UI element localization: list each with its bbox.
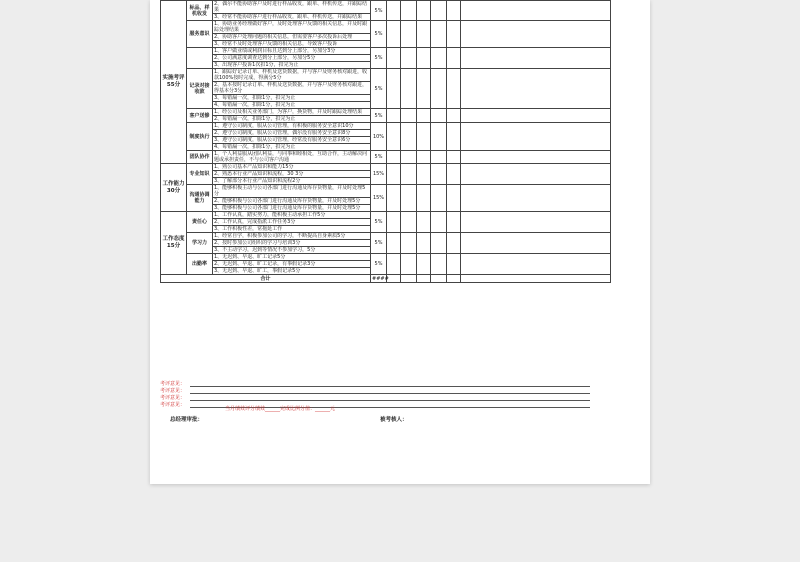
weight-cell: 10% xyxy=(371,123,387,151)
criterion-cell: 4、每错漏一次，扣除1分，扣完为止 xyxy=(213,144,371,151)
criterion-cell: 1、经公司及相关业务部门，为客户，换货物，并及时跟踪处理结果 xyxy=(213,109,371,116)
score-cell[interactable] xyxy=(431,185,447,212)
score-cell[interactable] xyxy=(431,212,447,233)
total-value-cell: #### xyxy=(372,275,389,282)
score-cell[interactable] xyxy=(417,123,431,151)
score-cell[interactable] xyxy=(387,151,401,164)
score-cell[interactable] xyxy=(387,254,401,275)
criterion-cell: 2、无迟到、早退、旷工记录，有事假记录3分 xyxy=(213,261,371,268)
criterion-cell: 2、每错漏一次，扣除1分，扣完为止 xyxy=(213,116,371,123)
criterion-cell: 1、熟公司基本产品知识和能力15分 xyxy=(213,164,371,171)
score-cell[interactable] xyxy=(417,212,431,233)
score-cell[interactable] xyxy=(401,123,417,151)
score-cell[interactable] xyxy=(417,21,431,48)
criterion-cell: 4、每错漏一次，扣除1分，扣完为止 xyxy=(213,102,371,109)
opinion-label: 考评意见： xyxy=(160,381,186,387)
table-row xyxy=(161,164,611,171)
criterion-cell: 3、出现客户投诉1次扣1分，扣完为止 xyxy=(213,62,371,69)
score-cell[interactable] xyxy=(387,233,401,254)
criterion-cell: 2、偶尔不能协助客户及时进行样品收发，跟单、样机传送，并跟踪结果 xyxy=(213,1,371,14)
criterion-cell: 2、熟悉本行业产品知识和流程，30 3分 xyxy=(213,171,371,178)
remarks-cell[interactable] xyxy=(461,48,611,69)
criterion-cell: 3、能够积极与公司各部门进行沟通及库存货物量，并及时处理5分 xyxy=(213,205,371,212)
score-cell[interactable] xyxy=(387,164,401,185)
remarks-cell[interactable] xyxy=(461,123,611,151)
score-cell[interactable] xyxy=(387,21,401,48)
remarks-cell[interactable] xyxy=(461,185,611,212)
score-cell[interactable] xyxy=(401,233,417,254)
score-cell[interactable] xyxy=(401,69,417,109)
remarks-cell[interactable] xyxy=(461,212,611,233)
score-cell[interactable] xyxy=(431,233,447,254)
remarks-cell[interactable] xyxy=(461,21,611,48)
score-cell[interactable] xyxy=(387,123,401,151)
table-row xyxy=(161,48,611,55)
score-cell[interactable] xyxy=(401,48,417,69)
score-cell[interactable] xyxy=(431,1,447,21)
category-cell: 工作能力30分 xyxy=(161,164,187,212)
score-cell[interactable] xyxy=(447,21,461,48)
score-cell[interactable] xyxy=(431,164,447,185)
table-row xyxy=(161,233,611,240)
score-cell[interactable] xyxy=(387,185,401,212)
score-cell[interactable] xyxy=(401,151,417,164)
score-cell[interactable] xyxy=(417,233,431,254)
criterion-cell: 1、无迟到、早退、旷工记录5分 xyxy=(213,254,371,261)
score-cell[interactable] xyxy=(417,48,431,69)
category-cell: 实施考评55分 xyxy=(161,1,187,164)
score-cell[interactable] xyxy=(387,1,401,21)
score-cell[interactable] xyxy=(447,233,461,254)
remarks-cell[interactable] xyxy=(461,164,611,185)
score-cell[interactable] xyxy=(401,21,417,48)
total-score-cell[interactable] xyxy=(461,275,611,283)
score-cell[interactable] xyxy=(447,212,461,233)
criterion-cell: 1、工作认真，踏实努力，能积极主动承担工作5分 xyxy=(213,212,371,219)
remarks-cell[interactable] xyxy=(461,109,611,123)
score-cell[interactable] xyxy=(417,109,431,123)
score-cell[interactable] xyxy=(401,185,417,212)
employee-signature-label: 被考核人： xyxy=(380,417,408,423)
score-cell[interactable] xyxy=(431,123,447,151)
criterion-cell: 3、工作积极性差，常拖延工作 xyxy=(213,226,371,233)
subcategory-cell: 沟通协调能力 xyxy=(187,185,213,212)
criterion-cell: 3、不主动学习，迟到等情况不参加学习，5分 xyxy=(213,247,371,254)
criterion-cell: 1、经常自学，积极参加公司的学习，不断提高自身素质5分 xyxy=(213,233,371,240)
table-row xyxy=(161,151,611,164)
weight-cell: 15% xyxy=(371,185,387,212)
subcategory-cell: 学习力 xyxy=(187,233,213,254)
score-cell[interactable] xyxy=(401,254,417,275)
score-cell[interactable] xyxy=(387,48,401,69)
weight-cell: 5% xyxy=(371,48,387,69)
total-row xyxy=(161,275,611,283)
remarks-cell[interactable] xyxy=(461,151,611,164)
score-cell[interactable] xyxy=(431,109,447,123)
criterion-cell: 2、按时参加公司组织的学习与培训3分 xyxy=(213,240,371,247)
criterion-cell: 1、能够积极主动与公司各部门进行沟通及库存货物量，并及时处理5分 xyxy=(213,185,371,198)
subcategory-cell: 团队协作 xyxy=(187,151,213,164)
weight-cell: 5% xyxy=(371,233,387,254)
criterion-cell: 2、遵守公司制度，服从公司管理，偶尔没有服务安全意识8分 xyxy=(213,130,371,137)
total-score-cell[interactable] xyxy=(401,275,417,283)
subcategory-cell: 责任心 xyxy=(187,212,213,233)
score-cell[interactable] xyxy=(431,151,447,164)
score-cell[interactable] xyxy=(447,1,461,21)
weight-cell: 5% xyxy=(371,254,387,275)
weight-cell: 5% xyxy=(371,69,387,109)
criterion-cell: 3、每错漏一次，扣除1分，扣完为止 xyxy=(213,95,371,102)
table-row xyxy=(161,254,611,261)
subcategory-cell: 客户送修 xyxy=(187,109,213,123)
score-cell[interactable] xyxy=(417,185,431,212)
opinions-block xyxy=(160,380,590,408)
weight-cell: 5% xyxy=(371,151,387,164)
criterion-cell: 1、协助业务经理做好客户，及时处理客户反馈的相关信息，并及时跟踪处理结果 xyxy=(213,21,371,34)
opinion-label: 考评意见： xyxy=(160,388,186,394)
total-score-cell[interactable] xyxy=(431,275,447,283)
criterion-cell: 2、工作认真，完成指派工作任务3分 xyxy=(213,219,371,226)
criterion-cell: 2、基本按时记录订单、样机及送货数据，并与客户及财务核对跟进，得基本分3分 xyxy=(213,82,371,95)
document-page xyxy=(150,0,650,484)
score-cell[interactable] xyxy=(401,212,417,233)
table-row xyxy=(161,69,611,82)
criterion-cell: 3、经常不能协助客户进行样品收发，跟单、样机传送，并跟踪结果 xyxy=(213,14,371,21)
score-cell[interactable] xyxy=(387,212,401,233)
criterion-cell: 1、客户做业绩或利润目标且达到分上部分，另加分3分 xyxy=(213,48,371,55)
score-cell[interactable] xyxy=(387,109,401,123)
score-cell[interactable] xyxy=(401,109,417,123)
subcategory-cell: 制度执行 xyxy=(187,123,213,151)
score-cell[interactable] xyxy=(417,254,431,275)
score-cell[interactable] xyxy=(447,48,461,69)
weight-cell: 15% xyxy=(371,164,387,185)
score-cell[interactable] xyxy=(447,123,461,151)
score-cell[interactable] xyxy=(447,151,461,164)
criterion-cell: 3、了解部分本行业产品知识和流程2分 xyxy=(213,178,371,185)
table-row xyxy=(161,212,611,219)
approver-signature-label: 总经理审批： xyxy=(170,417,204,423)
opinion-row xyxy=(160,394,590,401)
criterion-cell: 2、能够积极与公司各部门进行沟通及库存货物量，并及时处理5分 xyxy=(213,198,371,205)
score-cell[interactable] xyxy=(417,151,431,164)
opinion-label: 考评意见： xyxy=(160,395,186,401)
score-cell[interactable] xyxy=(447,185,461,212)
criterion-cell: 1、个人利益服从团队利益，与同事和睦相处，互助合作，主动解决问题或承担责任，不与公司客户沟通 xyxy=(213,151,371,164)
criterion-cell: 1、跟踪好记录订单、样机及送货数据，并与客户及财务核对跟进，收款100%按时完成，得满分5分 xyxy=(213,69,371,82)
total-score-cell[interactable] xyxy=(417,275,431,283)
weight-cell: 5% xyxy=(371,21,387,48)
remarks-cell[interactable] xyxy=(461,1,611,21)
total-score-cell[interactable] xyxy=(447,275,461,283)
subcategory-cell: 服务意识 xyxy=(187,21,213,48)
score-cell[interactable] xyxy=(431,48,447,69)
criterion-cell: 3、经常不及时处理客户反馈的相关信息，导致客户投诉 xyxy=(213,41,371,48)
remarks-cell[interactable] xyxy=(461,233,611,254)
evaluation-table xyxy=(160,0,611,283)
score-cell[interactable] xyxy=(401,1,417,21)
score-cell[interactable] xyxy=(401,164,417,185)
score-cell[interactable] xyxy=(431,69,447,109)
weight-cell: 5% xyxy=(371,212,387,233)
category-cell: 工作态度15分 xyxy=(161,212,187,275)
score-cell[interactable] xyxy=(447,69,461,109)
table-row xyxy=(161,1,611,14)
subcategory-cell: 标品、样机收发 xyxy=(187,1,213,21)
opinion-row xyxy=(160,380,590,387)
weight-cell: 5% xyxy=(371,1,387,21)
total-label-cell: 合计 xyxy=(161,275,371,283)
opinion-label: 考评意见： xyxy=(160,402,186,408)
score-cell[interactable] xyxy=(447,109,461,123)
table-row xyxy=(161,21,611,34)
subcategory-cell: 专业知识 xyxy=(187,164,213,185)
subcategory-cell: 出勤率 xyxy=(187,254,213,275)
criterion-cell: 2、协助客户处理问题的相关信息，但需要客户多次投诉后处理 xyxy=(213,34,371,41)
criterion-cell: 2、公司满意度调查达到分上部分，另加分5分 xyxy=(213,55,371,62)
remarks-cell[interactable] xyxy=(461,69,611,109)
score-cell[interactable] xyxy=(431,21,447,48)
criterion-cell: 3、遵守公司制度，服从公司管理，经常没有服务安全意识6分 xyxy=(213,137,371,144)
subcategory-cell: 记录对接收款 xyxy=(187,69,213,109)
score-cell[interactable] xyxy=(417,69,431,109)
criterion-cell: 1、遵守公司制度，服从公司管理，有积极的服务安全意识10分 xyxy=(213,123,371,130)
remarks-cell[interactable] xyxy=(461,254,611,275)
opinion-row xyxy=(160,387,590,394)
score-cell[interactable] xyxy=(387,69,401,109)
score-cell[interactable] xyxy=(417,164,431,185)
score-cell[interactable] xyxy=(447,254,461,275)
subcategory-cell xyxy=(187,48,213,69)
criterion-cell: 3、无迟到、早退、旷工，事假记录5分 xyxy=(213,268,371,275)
score-cell[interactable] xyxy=(431,254,447,275)
weight-cell: 5% xyxy=(371,109,387,123)
table-row xyxy=(161,185,611,198)
table-row xyxy=(161,109,611,116)
table-row xyxy=(161,123,611,130)
result-line: 当月绩效评分绩效______完成比例分值：______元 xyxy=(225,406,336,412)
score-cell[interactable] xyxy=(417,1,431,21)
score-cell[interactable] xyxy=(447,164,461,185)
